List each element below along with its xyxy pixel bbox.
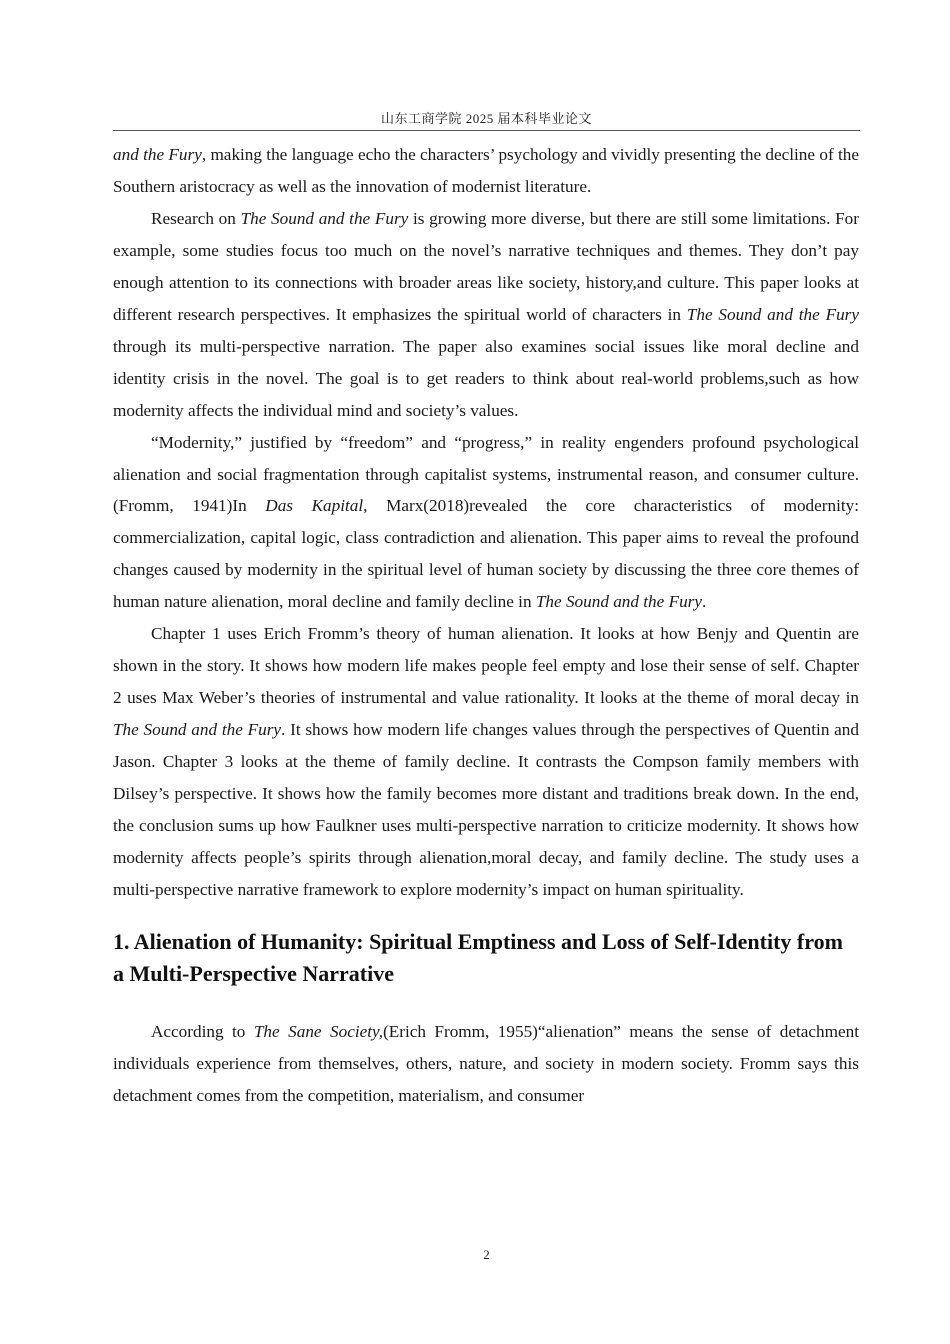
italic-title: and the Fury [113,145,202,164]
paragraph-text: (Erich Fromm, 1955)“alienation” means the sense of detachment individuals experience from themselves, others, nature, and society in modern society. Fromm says this detachment comes from the competition, materialism, and consumer [113,1021,859,1105]
running-header: 山东工商学院 2025 届本科毕业论文 [380,111,592,126]
paragraph-text: “Modernity,” justified by “freedom” and “progress,” in reality engenders profound psychological alienation and social fragmentation through capitalist systems, instrumental reason, and consumer culture.(Fromm, 1941)In [113,432,859,516]
paragraph-text: , Marx(2018)revealed the core characteristics of modernity: commercialization, capital logic, class contradiction and alienation. This paper aims to reveal the profound changes caused by modernity in the spiritual level of human society by discussing the three core themes of human nature alienation, moral decline and family decline in [113,496,859,612]
italic-title: The Sane Society, [253,1021,383,1041]
paragraph-text: through its multi-perspective narration. The paper also examines social issues like moral decline and identity crisis in the novel. The goal is to get readers to think about real-world problems,such as how modernity affects the individual mind and society’s values. [113,336,859,420]
italic-title: The Sound and the Fury [535,592,702,612]
paragraph-research-limitations [113,203,859,427]
paragraph-modernity [113,427,859,619]
italic-title: The Sound and the Fury [113,720,282,740]
section-heading: 1. Alienation of Humanity: Spiritual Emptiness and Loss of Self-Identity from a Multi-Perspective Narrative [113,928,843,986]
section-spacer [113,990,859,1016]
paragraph-text: , making the language echo the characters’ psychology and vividly presenting the decline of the Southern aristocracy as well as the innovation of modernist literature. [113,145,859,196]
paragraph-text: According to [151,1021,254,1041]
italic-title: The Sound and the Fury [686,304,859,324]
header-divider [113,130,860,131]
paragraph-text: is growing more diverse, but there are still some limitations. For example, some studies focus too much on the novel’s narrative techniques and themes. They don’t pay enough attention to its connections with broader areas like society, history,and culture. This paper looks at different research perspectives. It emphasizes the spiritual world of characters in [113,208,859,324]
paragraph-alienation-definition [113,1016,859,1112]
paragraph-text: Chapter 1 uses Erich Fromm’s theory of human alienation. It looks at how Benjy and Quentin are shown in the story. It shows how modern life makes people feel empty and lose their sense of self. Chapter 2 uses Max Weber’s theories of instrumental and value rationality. It looks at the theme of moral decay in [113,624,859,708]
page-number: 2 [483,1247,490,1262]
page-body [113,139,859,1112]
paragraph-chapter-outline [113,618,859,906]
paragraph-continuation [113,139,859,203]
paragraph-text: . [702,592,707,612]
paragraph-text: . It shows how modern life changes values through the perspectives of Quentin and Jason. Chapter 3 looks at the theme of family decline. It contrasts the Compson family members with Dilsey’s perspective. It shows how the family becomes more distant and traditions break down. In the end, the conclusion sums up how Faulkner uses multi-perspective narration to criticize modernity. It shows how modernity affects people’s spirits through alienation,moral decay, and family decline. The study uses a multi-perspective narrative framework to explore modernity’s impact on human spirituality. [113,720,859,899]
paragraph-text: Research on [151,208,241,228]
italic-title: Das Kapital [265,496,364,516]
italic-title: The Sound and the Fury [240,208,409,228]
